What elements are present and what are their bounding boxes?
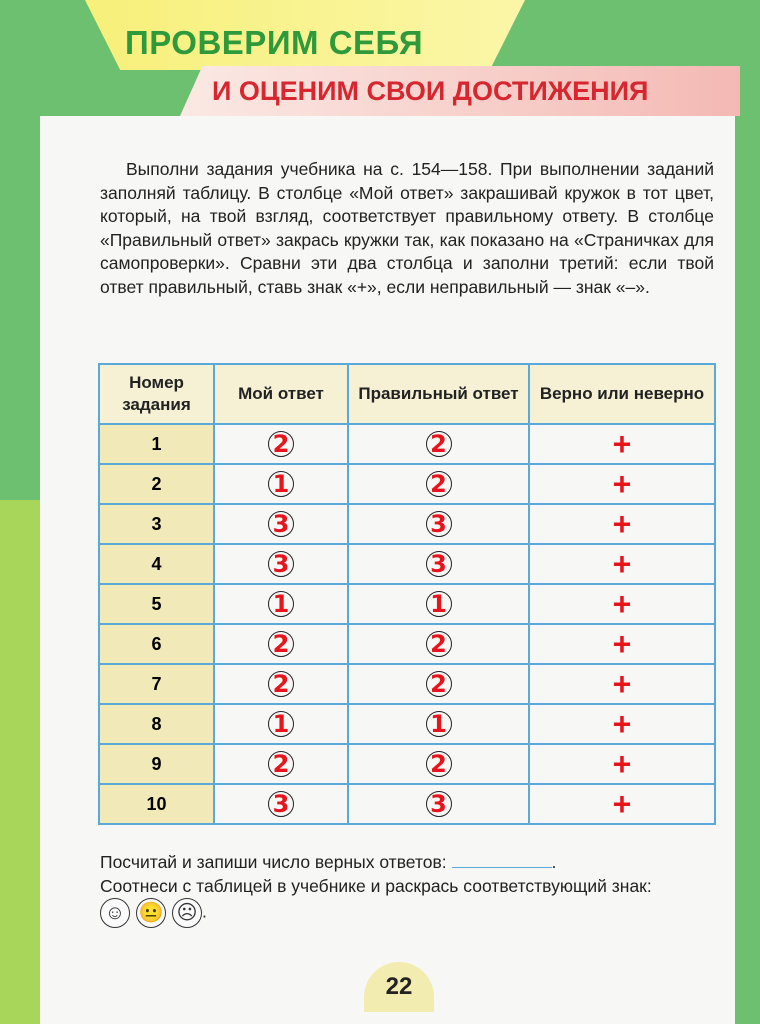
- result-cell[interactable]: [529, 624, 715, 664]
- my-answer-cell[interactable]: [214, 664, 348, 704]
- result-cell[interactable]: [529, 784, 715, 824]
- correct-answer-cell[interactable]: [348, 624, 529, 664]
- col-my-answer: Мой ответ: [214, 364, 348, 424]
- result-mark: +: [612, 505, 632, 542]
- task-number: 9: [99, 744, 214, 784]
- correct-answer-circle[interactable]: 2: [426, 431, 452, 457]
- correct-answer-circle[interactable]: 3: [426, 791, 452, 817]
- result-cell[interactable]: [529, 744, 715, 784]
- answers-table: [98, 363, 716, 825]
- page-subtitle: И ОЦЕНИМ СВОИ ДОСТИЖЕНИЯ: [212, 76, 649, 106]
- sad-face-icon[interactable]: ☹: [172, 898, 202, 928]
- my-answer-cell[interactable]: [214, 584, 348, 624]
- my-answer-cell[interactable]: [214, 784, 348, 824]
- correct-answer-cell[interactable]: [348, 464, 529, 504]
- result-mark: +: [612, 585, 632, 622]
- table-row: [99, 704, 715, 744]
- col-task-number: Номер задания: [99, 364, 214, 424]
- result-mark: +: [612, 425, 632, 462]
- match-prompt: Соотнеси с таблицей в учебнике и раскрась соответствующий знак:: [100, 876, 652, 896]
- task-number: 5: [99, 584, 214, 624]
- correct-answer-circle[interactable]: 3: [426, 511, 452, 537]
- result-cell[interactable]: [529, 544, 715, 584]
- correct-answer-circle[interactable]: 1: [426, 711, 452, 737]
- correct-answer-circle[interactable]: 2: [426, 471, 452, 497]
- my-answer-cell[interactable]: [214, 744, 348, 784]
- count-prompt: Посчитай и запиши число верных ответов:: [100, 852, 447, 872]
- result-mark: +: [612, 545, 632, 582]
- table-row: [99, 584, 715, 624]
- correct-answer-cell[interactable]: [348, 784, 529, 824]
- task-number: 2: [99, 464, 214, 504]
- result-mark: +: [612, 625, 632, 662]
- correct-answer-cell[interactable]: [348, 744, 529, 784]
- result-mark: +: [612, 785, 632, 822]
- result-mark: +: [612, 665, 632, 702]
- result-cell[interactable]: [529, 584, 715, 624]
- col-correct-answer: Правильный ответ: [348, 364, 529, 424]
- my-answer-cell[interactable]: [214, 504, 348, 544]
- correct-answer-cell[interactable]: [348, 424, 529, 464]
- result-cell[interactable]: [529, 664, 715, 704]
- table-row: [99, 424, 715, 464]
- result-cell[interactable]: [529, 704, 715, 744]
- task-number: 6: [99, 624, 214, 664]
- result-mark: +: [612, 705, 632, 742]
- instructions: Выполни задания учебника на с. 154—158. При выполнении заданий заполняй таблицу. В столбце «Мой ответ» закрашивай кружок в тот цвет, который, на твой взгляд, соответствует правильному ответу. В столбце «Правильный ответ» закрась кружки так, как показано на «Страничках для самопроверки». Сравни эти два столбца и заполни третий: если твой ответ правильный, ставь знак «+», если неправильный — знак «–».: [100, 159, 714, 297]
- table-row: [99, 504, 715, 544]
- my-answer-cell[interactable]: [214, 464, 348, 504]
- table-row: [99, 544, 715, 584]
- my-answer-cell[interactable]: [214, 624, 348, 664]
- col-right-or-wrong: Верно или неверно: [529, 364, 715, 424]
- my-answer-circle[interactable]: 2: [268, 671, 294, 697]
- happy-face-icon[interactable]: ☺: [100, 898, 130, 928]
- task-number: 3: [99, 504, 214, 544]
- table-row: [99, 624, 715, 664]
- my-answer-circle[interactable]: 2: [268, 431, 294, 457]
- correct-answer-cell[interactable]: [348, 504, 529, 544]
- page-number: 22: [364, 962, 434, 1012]
- result-cell[interactable]: [529, 464, 715, 504]
- my-answer-circle[interactable]: 3: [268, 791, 294, 817]
- table-row: [99, 744, 715, 784]
- task-number: 4: [99, 544, 214, 584]
- correct-answer-cell[interactable]: [348, 664, 529, 704]
- correct-answer-cell[interactable]: [348, 584, 529, 624]
- correct-answer-circle[interactable]: 2: [426, 751, 452, 777]
- my-answer-circle[interactable]: 3: [268, 551, 294, 577]
- task-number: 10: [99, 784, 214, 824]
- my-answer-circle[interactable]: 3: [268, 511, 294, 537]
- correct-answer-circle[interactable]: 3: [426, 551, 452, 577]
- result-cell[interactable]: [529, 504, 715, 544]
- result-mark: +: [612, 745, 632, 782]
- correct-answer-circle[interactable]: 2: [426, 671, 452, 697]
- correct-answer-cell[interactable]: [348, 544, 529, 584]
- my-answer-cell[interactable]: [214, 704, 348, 744]
- my-answer-circle[interactable]: 2: [268, 751, 294, 777]
- correct-answer-circle[interactable]: 1: [426, 591, 452, 617]
- footer: Посчитай и запиши число верных ответов: . Соотнеси с таблицей в учебнике и раскрась соответствующий знак: ☺ 😐 ☹ .: [100, 850, 714, 928]
- count-answer-field[interactable]: [452, 867, 552, 868]
- correct-answer-circle[interactable]: 2: [426, 631, 452, 657]
- my-answer-cell[interactable]: [214, 424, 348, 464]
- result-mark: +: [612, 465, 632, 502]
- my-answer-cell[interactable]: [214, 544, 348, 584]
- task-number: 1: [99, 424, 214, 464]
- correct-answer-cell[interactable]: [348, 704, 529, 744]
- task-number: 8: [99, 704, 214, 744]
- result-cell[interactable]: [529, 424, 715, 464]
- my-answer-circle[interactable]: 1: [268, 471, 294, 497]
- my-answer-circle[interactable]: 1: [268, 711, 294, 737]
- my-answer-circle[interactable]: 2: [268, 631, 294, 657]
- table-row: [99, 664, 715, 704]
- table-row: [99, 464, 715, 504]
- task-number: 7: [99, 664, 214, 704]
- table-row: [99, 784, 715, 824]
- page-title: ПРОВЕРИМ СЕБЯ: [125, 24, 424, 61]
- neutral-face-icon[interactable]: 😐: [136, 898, 166, 928]
- my-answer-circle[interactable]: 1: [268, 591, 294, 617]
